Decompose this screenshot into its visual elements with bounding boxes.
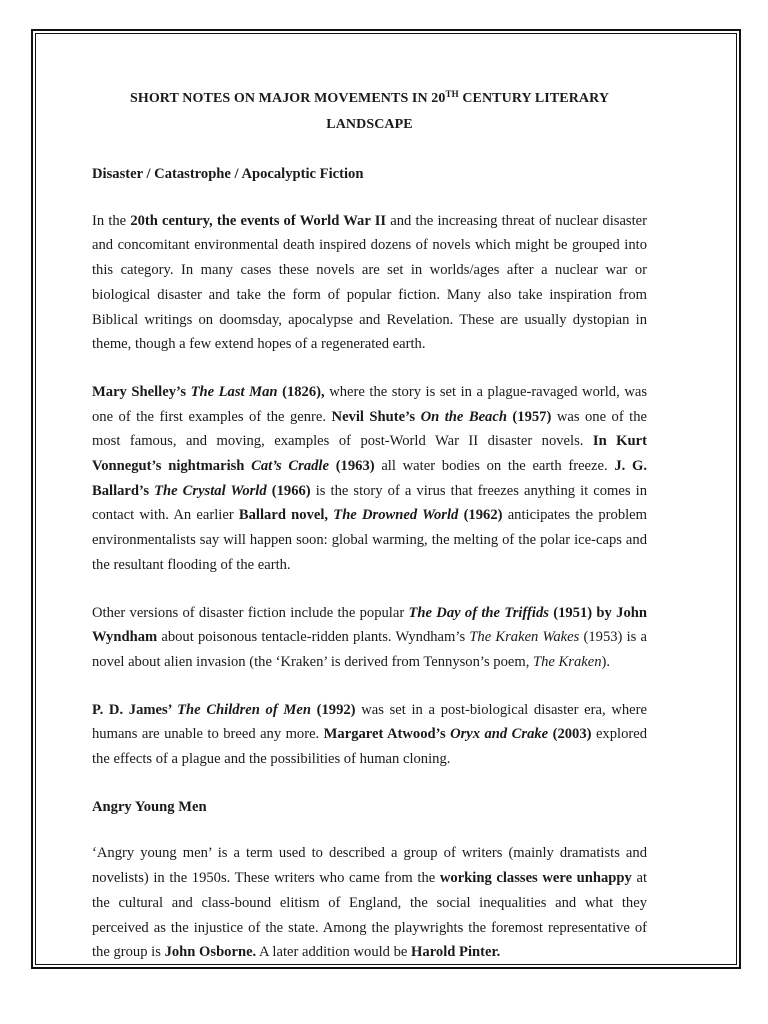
text-run: about poisonous tentacle-ridden plants. Wyndham’s (157, 629, 470, 646)
title-line2: LANDSCAPE (326, 117, 413, 132)
title-line1-before: SHORT NOTES ON MAJOR MOVEMENTS IN 20 (129, 91, 446, 106)
text-run: (1953) is a novel about alien invasion (the ‘Kraken’ is derived from Tennyson’s poem, (92, 629, 647, 670)
text-run: Ballard novel, (238, 507, 334, 524)
paragraph (92, 698, 647, 772)
text-run: ‘Angry young men’ is a term used to described a group of writers (mainly dramatists and novelists) in the 1950s. These writers who came from the (92, 845, 647, 887)
text-run: The Last Man (190, 383, 278, 400)
text-run: The Kraken (533, 653, 602, 670)
paragraph (92, 601, 647, 675)
text-run: Other versions of disaster fiction include the popular (92, 604, 409, 621)
text-run: (2003) (548, 726, 592, 743)
sections-container (92, 162, 647, 965)
text-run: Harold Pinter. (411, 944, 501, 961)
text-run: In Kurt Vonnegut’s nightmarish (92, 433, 647, 475)
text-run: A later addition would be (256, 944, 412, 961)
text-run: Nevil Shute’s (331, 408, 421, 425)
text-run: On the Beach (420, 408, 507, 425)
text-run: explored the effects of a plague and the possibilities of human cloning. (92, 726, 648, 768)
section-heading: Angry Young Men (92, 798, 207, 815)
text-run: anticipates the problem environmentalists say will happen soon: global warming, the melting of the polar ice-caps and the resultant flooding of the earth. (92, 507, 648, 573)
text-run: In the (92, 212, 131, 229)
document-title (92, 86, 647, 138)
text-run: all water bodies on the earth freeze. (374, 458, 615, 475)
text-run: was one of the most famous, and moving, examples of post-World War II disaster novels. (92, 408, 647, 450)
text-run: The Drowned World (333, 507, 459, 524)
text-run: at the cultural and class-bound elitism of England, the social inequalities and what they perceived as the injustice of the state. Among the playwrights the foremost representative of the group is (92, 870, 647, 961)
text-run: (1963) (328, 458, 375, 475)
title-superscript: TH (445, 89, 459, 99)
title-line1-after: CENTURY LITERARY (458, 91, 610, 106)
section-heading: Disaster / Catastrophe / Apocalyptic Fiction (92, 166, 364, 182)
text-run: John Osborne. (164, 944, 257, 961)
paragraph (92, 209, 647, 357)
text-run: (1962) (458, 507, 503, 524)
text-run: Margaret Atwood’s (323, 726, 451, 743)
text-run: (1826), (277, 383, 325, 400)
text-run: The Day of the Triffids (408, 604, 549, 621)
text-run: P. D. James’ (92, 701, 178, 718)
text-run: where the story is set in a plague-ravaged world, was one of the first examples of the genre. (92, 383, 648, 425)
text-run: (1951) by John Wyndham (92, 604, 647, 646)
text-run: was set in a post-biological disaster era, where humans are unable to breed any more. (92, 701, 647, 743)
text-run: (1957) (506, 408, 552, 425)
text-run: and the increasing threat of nuclear disaster and concomitant environmental death inspired dozens of novels which might be grouped into this category. In many cases these novels are set in worlds/ages after a nuclear war or biological disaster and take the form of popular fiction. Many also take inspiration from Biblical writings on doomsday, apocalypse and Revelation. These are usually dystopian in theme, though a few extend hopes of a regenerated earth. (92, 212, 647, 353)
document-body (92, 86, 647, 988)
text-run: Cat’s Cradle (251, 458, 329, 475)
text-run: The Kraken Wakes (469, 629, 580, 646)
text-run: Oryx and Crake (450, 726, 549, 743)
text-run: The Children of Men (177, 701, 311, 718)
text-run: 20th century, the events of World War II (130, 212, 387, 229)
text-run: J. G. Ballard’s (92, 458, 648, 499)
text-run: The Crystal World (154, 482, 267, 499)
text-run: (1992) (310, 701, 356, 718)
text-run: is the story of a virus that freezes anything it comes in contact with. An earlier (92, 482, 647, 524)
text-run: ). (601, 653, 611, 670)
text-run: Mary Shelley’s (92, 383, 191, 400)
paragraph (92, 380, 647, 578)
text-run: working classes were unhappy (439, 870, 632, 887)
text-run: (1966) (266, 482, 311, 499)
paragraph (92, 841, 647, 965)
